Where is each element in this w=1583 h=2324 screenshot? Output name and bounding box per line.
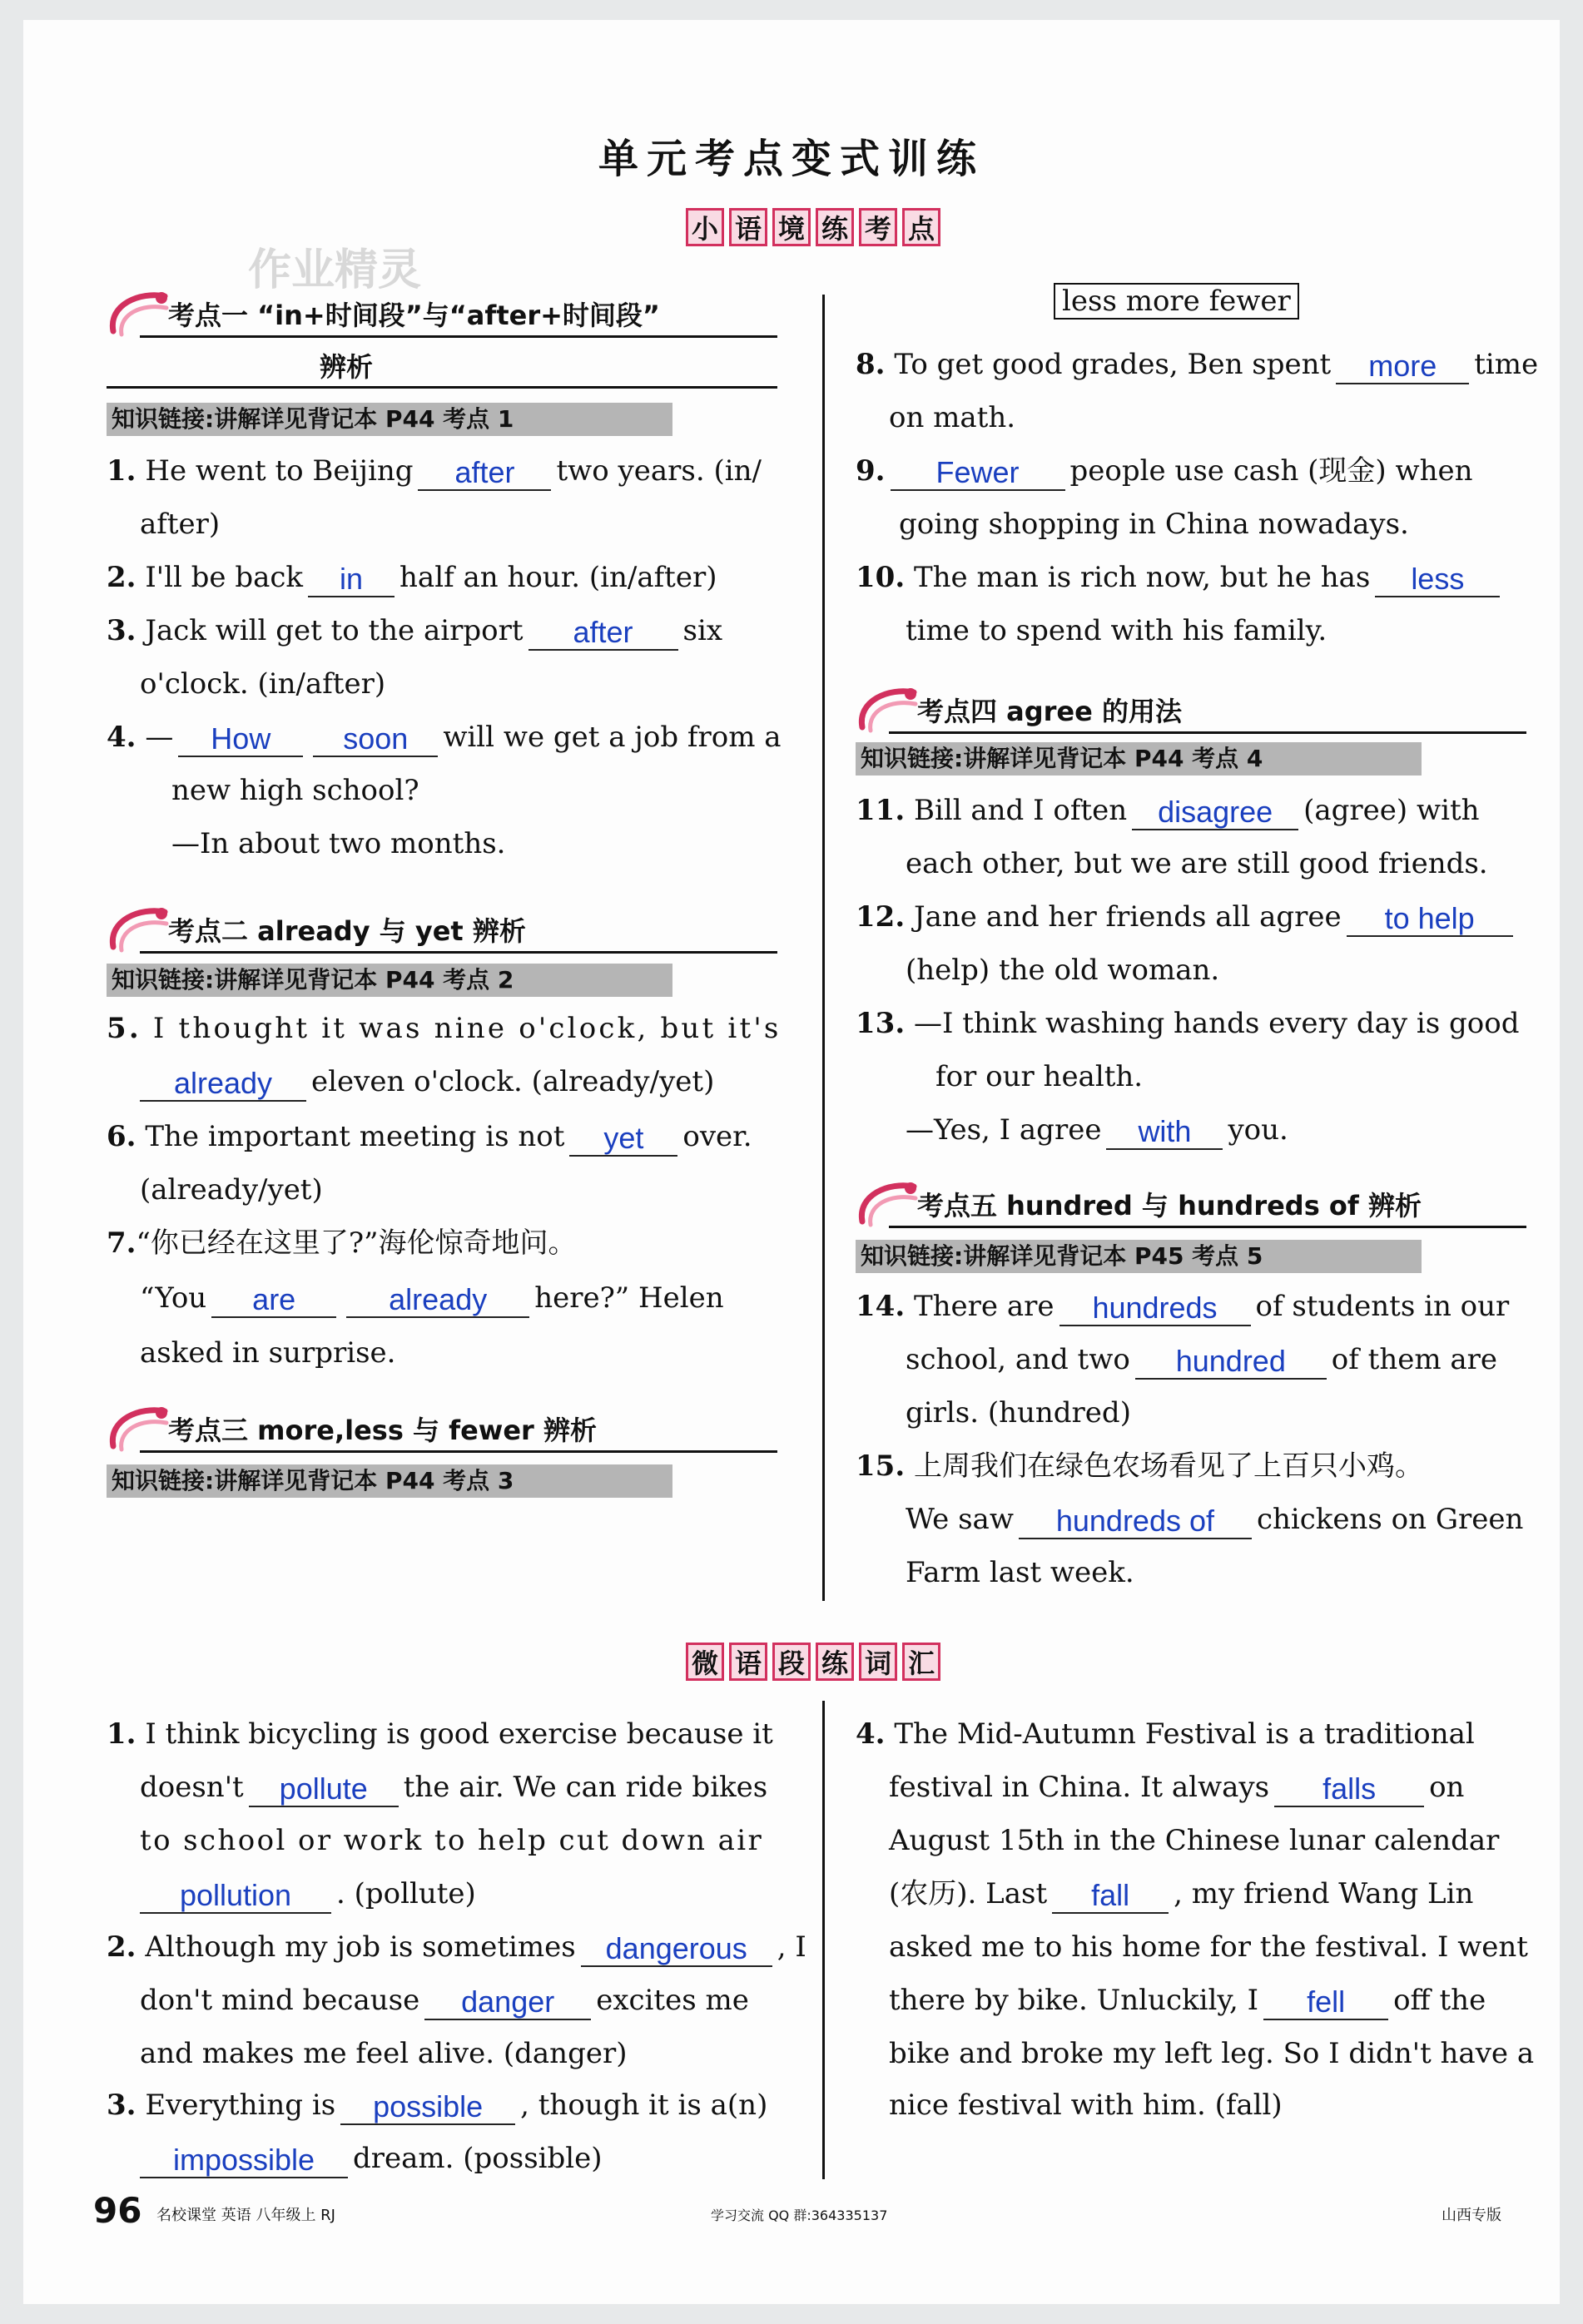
- question-6-cont: (already/yet): [140, 1173, 323, 1207]
- question-9-cont: going shopping in China nowadays.: [899, 508, 1409, 541]
- answer-blank[interactable]: fall: [1052, 1879, 1169, 1914]
- question-4-cont: new high school?: [171, 774, 419, 807]
- kaodian-label: 考点二 already 与 yet 辨析: [168, 915, 526, 947]
- question-14-cont: school, and two hundred of them are: [906, 1343, 1498, 1378]
- answer-blank[interactable]: possible: [340, 2090, 515, 2125]
- answer-blank[interactable]: more: [1336, 349, 1469, 384]
- paragraph-1-line4: pollution . (pollute): [140, 1874, 476, 1914]
- answer-blank[interactable]: hundreds: [1059, 1291, 1251, 1326]
- swirl-icon: [107, 904, 173, 955]
- paragraph-4-line2: festival in China. It always falls on: [889, 1771, 1465, 1806]
- banner-char: 小: [686, 208, 724, 246]
- answer-blank[interactable]: dangerous: [581, 1932, 772, 1967]
- word-bank: less more fewer: [1054, 283, 1299, 320]
- question-4: 4. — How soon will we get a job from a: [107, 721, 782, 756]
- answer-blank[interactable]: are: [211, 1283, 336, 1318]
- knowledge-link: 知识链接:讲解详见背记本 P44 考点 2: [107, 964, 672, 997]
- question-3: 3. Jack will get to the airport after six: [107, 614, 723, 649]
- banner-char: 语: [729, 1643, 767, 1681]
- answer-blank[interactable]: after: [418, 456, 551, 491]
- paragraph-4-line3: August 15th in the Chinese lunar calendar: [889, 1824, 1500, 1857]
- question-12: 12. Jane and her friends all agree to help: [856, 897, 1518, 937]
- kaodian-label: 考点一 “in+时间段”与“after+时间段”: [168, 300, 660, 331]
- page-number: 96: [93, 2190, 142, 2231]
- section-banner-paragraph: [686, 1643, 940, 1681]
- question-15-end: Farm last week.: [906, 1556, 1134, 1589]
- paragraph-2-line2: don't mind because danger excites me: [140, 1984, 749, 2019]
- banner-char: 练: [816, 208, 854, 246]
- question-14: 14. There are hundreds of students in our: [856, 1290, 1510, 1325]
- knowledge-link: 知识链接:讲解详见背记本 P44 考点 3: [107, 1464, 672, 1498]
- qq-group: 学习交流 QQ 群:364335137: [711, 2208, 888, 2223]
- banner-char: 练: [816, 1643, 854, 1681]
- paragraph-3: 3. Everything is possible , though it is a(n): [107, 2089, 768, 2123]
- answer-blank[interactable]: Fewer: [891, 456, 1065, 491]
- paragraph-1-line2: doesn't pollute the air. We can ride bikes: [140, 1771, 768, 1806]
- column-divider-lower: [822, 1701, 825, 2179]
- answer-blank[interactable]: yet: [569, 1122, 677, 1157]
- answer-blank[interactable]: falls: [1274, 1772, 1424, 1807]
- swirl-icon: [107, 288, 173, 339]
- question-6: 6. The important meeting is not yet over.: [107, 1120, 752, 1155]
- paragraph-4-line8: nice festival with him. (fall): [889, 2089, 1283, 2122]
- answer-blank[interactable]: impossible: [140, 2143, 348, 2178]
- question-14-end: girls. (hundred): [906, 1396, 1131, 1430]
- answer-blank[interactable]: How: [178, 722, 303, 757]
- answer-blank[interactable]: hundred: [1135, 1345, 1327, 1380]
- question-8-cont: on math.: [889, 401, 1016, 434]
- banner-char: 考: [859, 208, 897, 246]
- banner-char: 汇: [902, 1643, 940, 1681]
- header-rule: [140, 951, 777, 954]
- answer-blank[interactable]: hundreds of: [1019, 1504, 1252, 1539]
- header-rule: [140, 1450, 777, 1453]
- answer-blank[interactable]: after: [528, 616, 678, 651]
- answer-blank[interactable]: danger: [424, 1985, 591, 2020]
- banner-char: 微: [686, 1643, 724, 1681]
- section-banner-context: [686, 208, 940, 246]
- book-info: 名校课堂 英语 八年级上 RJ: [156, 2207, 335, 2224]
- question-15-cont: We saw hundreds of chickens on Green: [906, 1503, 1524, 1538]
- kaodian-5-header: [856, 1178, 1526, 1230]
- worksheet-page: [23, 20, 1560, 2304]
- knowledge-link: 知识链接:讲解详见背记本 P45 考点 5: [856, 1240, 1422, 1273]
- question-7-end: asked in surprise.: [140, 1336, 396, 1370]
- paragraph-4-line6: there by bike. Unluckily, I fell off the: [889, 1984, 1486, 2019]
- swirl-icon: [856, 1178, 922, 1230]
- paragraph-1-line3: to school or work to help cut down air: [140, 1824, 764, 1857]
- kaodian-label: 考点三 more,less 与 fewer 辨析: [168, 1415, 597, 1446]
- page-title: 单元考点变式训练: [598, 136, 985, 182]
- answer-blank[interactable]: pollute: [249, 1772, 399, 1807]
- kaodian-4-header: [856, 684, 1526, 736]
- answer-blank[interactable]: already: [140, 1067, 306, 1102]
- answer-blank[interactable]: already: [346, 1283, 529, 1318]
- knowledge-link: 知识链接:讲解详见背记本 P44 考点 4: [856, 742, 1422, 775]
- header-rule: [889, 731, 1526, 734]
- watermark: 作业精灵: [248, 245, 422, 295]
- paragraph-3-line2: impossible dream. (possible): [140, 2138, 603, 2178]
- paragraph-4-line5: asked me to his home for the festival. I went: [889, 1930, 1528, 1964]
- question-1: 1. He went to Beijing after two years. (in/: [107, 454, 762, 489]
- answer-blank[interactable]: less: [1375, 562, 1500, 597]
- answer-blank[interactable]: fell: [1263, 1985, 1388, 2020]
- question-10: 10. The man is rich now, but he has less: [856, 557, 1505, 597]
- answer-blank[interactable]: in: [308, 562, 395, 597]
- edition-label: 山西专版: [1442, 2207, 1501, 2224]
- question-5: 5. I thought it was nine o'clock, but it's: [107, 1012, 782, 1045]
- answer-blank[interactable]: to help: [1347, 902, 1513, 937]
- header-rule: [889, 1226, 1526, 1228]
- question-9: 9. Fewer people use cash (现金) when: [856, 454, 1473, 489]
- answer-blank[interactable]: pollution: [140, 1879, 331, 1914]
- answer-blank[interactable]: disagree: [1132, 795, 1298, 830]
- banner-char: 词: [859, 1643, 897, 1681]
- question-13: 13. —I think washing hands every day is good: [856, 1007, 1520, 1040]
- paragraph-2-line3: and makes me feel alive. (danger): [140, 2037, 628, 2070]
- banner-char: 境: [772, 208, 811, 246]
- knowledge-link: 知识链接:讲解详见背记本 P44 考点 1: [107, 403, 672, 436]
- paragraph-1: 1. I think bicycling is good exercise because it: [107, 1717, 773, 1751]
- banner-char: 语: [729, 208, 767, 246]
- question-1-cont: after): [140, 508, 221, 541]
- question-12-cont: (help) the old woman.: [906, 954, 1220, 987]
- answer-blank[interactable]: soon: [313, 722, 438, 757]
- column-divider: [822, 295, 825, 1601]
- question-4-reply: —In about two months.: [171, 827, 506, 860]
- question-11: 11. Bill and I often disagree (agree) with: [856, 794, 1480, 829]
- answer-blank[interactable]: with: [1106, 1115, 1223, 1150]
- question-15: 15. 上周我们在绿色农场看见了上百只小鸡。: [856, 1449, 1423, 1483]
- banner-char: 段: [772, 1643, 811, 1681]
- paragraph-4: 4. The Mid-Autumn Festival is a traditional: [856, 1717, 1475, 1751]
- swirl-icon: [856, 684, 922, 736]
- question-7-cont: “You are already here?” Helen: [140, 1281, 724, 1316]
- banner-char: 点: [902, 208, 940, 246]
- question-2: 2. I'll be back in half an hour. (in/after): [107, 561, 717, 596]
- kaodian-label: 考点四 agree 的用法: [917, 696, 1182, 727]
- question-11-cont: each other, but we are still good friends.: [906, 847, 1488, 880]
- question-7: 7.“你已经在这里了?”海伦惊奇地问。: [107, 1226, 577, 1260]
- kaodian-label: 考点五 hundred 与 hundreds of 辨析: [917, 1190, 1422, 1221]
- swirl-icon: [107, 1403, 173, 1454]
- question-3-cont: o'clock. (in/after): [140, 667, 386, 701]
- kaodian-1-header: [107, 288, 777, 339]
- paragraph-4-line7: bike and broke my left leg. So I didn't have a: [889, 2037, 1535, 2070]
- header-rule: [140, 335, 777, 338]
- question-10-cont: time to spend with his family.: [906, 614, 1327, 647]
- question-13-reply: —Yes, I agree with you.: [906, 1113, 1288, 1148]
- question-8: 8. To get good grades, Ben spent more time: [856, 348, 1539, 383]
- question-5-cont: already eleven o'clock. (already/yet): [140, 1062, 714, 1102]
- question-13-cont: for our health.: [935, 1060, 1144, 1093]
- kaodian-3-header: [107, 1403, 777, 1454]
- divider: [107, 386, 777, 389]
- kaodian-1-sub: 辨析: [320, 351, 374, 383]
- paragraph-4-line4: (农历). Last fall , my friend Wang Lin: [889, 1877, 1474, 1912]
- kaodian-2-header: [107, 904, 777, 955]
- paragraph-2: 2. Although my job is sometimes dangerous , I: [107, 1930, 806, 1965]
